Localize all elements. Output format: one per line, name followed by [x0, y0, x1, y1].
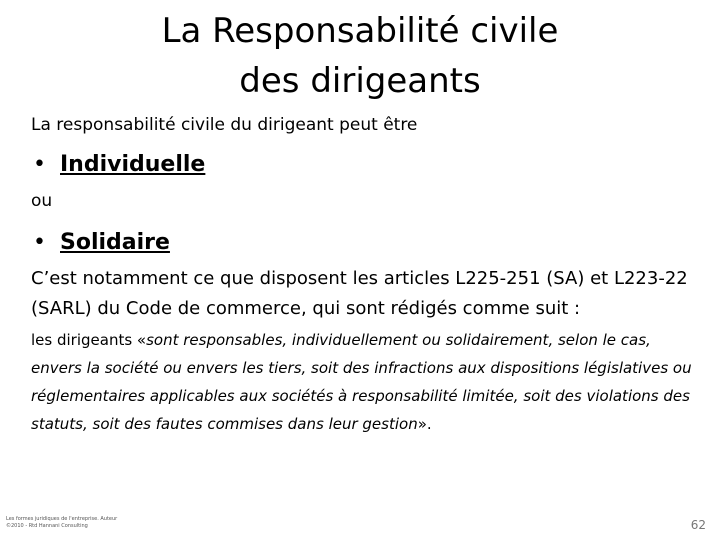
slide-body	[31, 112, 696, 438]
quote-suffix: ».	[417, 415, 432, 433]
footer-line-2: ©2010 - Rtd Hannani Consulting	[6, 523, 88, 529]
bullet-dot-icon: •	[33, 152, 46, 177]
bullet-solidaire	[31, 226, 696, 260]
slide-title	[60, 6, 660, 106]
footer-note	[6, 516, 176, 530]
bullet-individuelle	[31, 148, 696, 182]
intro-text: La responsabilité civile du dirigeant peut être	[31, 115, 418, 135]
bullet-dot-icon: •	[33, 230, 46, 255]
legal-paragraph: C’est notamment ce que disposent les articles L225-251 (SA) et L223-22 (SARL) du Code de commerce, qui sont rédigés comme suit :	[31, 268, 688, 319]
footer-line-1: Les formes juridiques de l'entreprise. Auteur	[6, 516, 118, 522]
quote-text: sont responsables, individuellement ou solidairement, selon le cas, envers la société ou envers les tiers, soit des infractions aux dispositions législatives ou réglementaires applicables aux sociétés à responsabilité limitée, soit des violations des statuts, soit des fautes commises dans leur gestion	[31, 331, 692, 433]
legal-quote	[31, 326, 696, 438]
quote-prefix: les dirigeants «	[31, 331, 147, 349]
slide-title-line-1: La Responsabilité civile	[161, 11, 559, 51]
slide-title-line-2: des dirigeants	[239, 61, 481, 101]
bullet-label-solidaire: Solidaire	[60, 230, 170, 255]
page-number: 62	[690, 518, 706, 532]
conjunction-text: ou	[31, 191, 53, 211]
bullet-label-individuelle: Individuelle	[60, 152, 206, 177]
